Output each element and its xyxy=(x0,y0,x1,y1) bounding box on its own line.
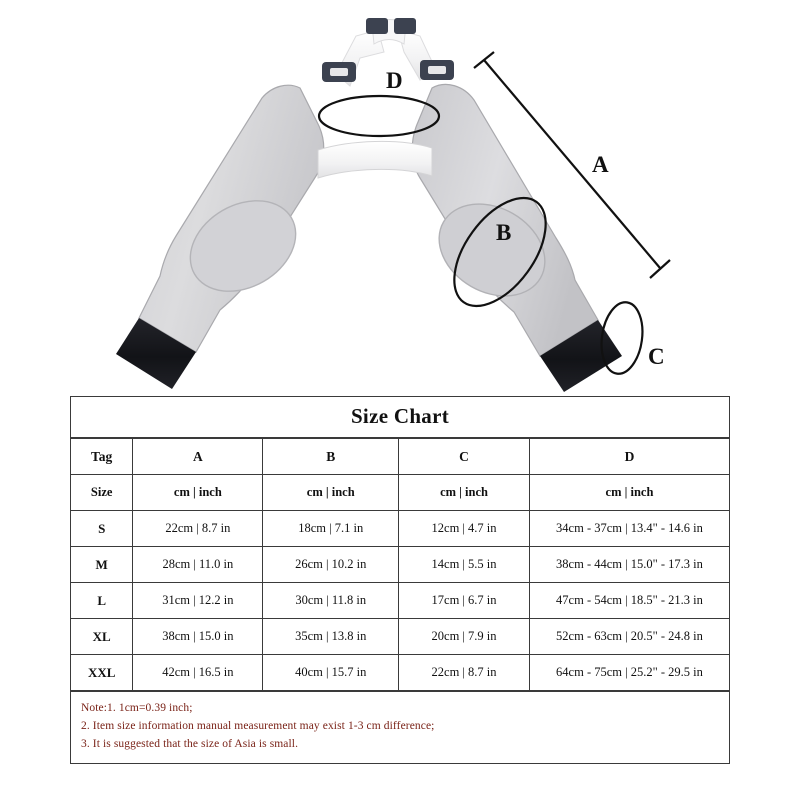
unit-d: cm | inch xyxy=(529,475,729,511)
table-row xyxy=(71,619,729,655)
cell-s-a: 22cm | 8.7 in xyxy=(133,511,263,547)
table-row xyxy=(71,583,729,619)
label-c: C xyxy=(648,344,665,369)
cell-s-b: 18cm | 7.1 in xyxy=(263,511,399,547)
table-unit-row xyxy=(71,475,729,511)
cell-xl-a: 38cm | 15.0 in xyxy=(133,619,263,655)
cell-l-c: 17cm | 6.7 in xyxy=(399,583,530,619)
label-d: D xyxy=(386,68,403,93)
right-sleeve xyxy=(412,84,622,392)
cell-xl-b: 35cm | 13.8 in xyxy=(263,619,399,655)
buckle-center-left xyxy=(366,18,388,34)
cell-xl-d: 52cm - 63cm | 20.5" - 24.8 in xyxy=(529,619,729,655)
buckle-center-right xyxy=(394,18,416,34)
row-size-xxl: XXL xyxy=(71,655,133,691)
chest-strap xyxy=(318,141,432,178)
chart-title: Size Chart xyxy=(71,397,729,438)
shoulder-brace-diagram xyxy=(0,0,800,396)
table-row xyxy=(71,547,729,583)
row-size-l: L xyxy=(71,583,133,619)
product-illustration xyxy=(0,0,800,396)
cell-l-a: 31cm | 12.2 in xyxy=(133,583,263,619)
cell-m-c: 14cm | 5.5 in xyxy=(399,547,530,583)
left-sleeve xyxy=(116,85,324,389)
cell-xl-c: 20cm | 7.9 in xyxy=(399,619,530,655)
table-row xyxy=(71,655,729,691)
notes-block xyxy=(71,691,729,763)
cell-l-b: 30cm | 11.8 in xyxy=(263,583,399,619)
label-b: B xyxy=(496,220,512,245)
unit-c: cm | inch xyxy=(399,475,530,511)
header-col-d: D xyxy=(529,439,729,475)
header-tag: Tag xyxy=(71,439,133,475)
cell-xxl-b: 40cm | 15.7 in xyxy=(263,655,399,691)
header-col-c: C xyxy=(399,439,530,475)
header-col-a: A xyxy=(133,439,263,475)
label-a: A xyxy=(592,152,609,177)
cell-xxl-a: 42cm | 16.5 in xyxy=(133,655,263,691)
table-row xyxy=(71,511,729,547)
cell-s-d: 34cm - 37cm | 13.4" - 14.6 in xyxy=(529,511,729,547)
row-size-m: M xyxy=(71,547,133,583)
unit-b: cm | inch xyxy=(263,475,399,511)
header-col-b: B xyxy=(263,439,399,475)
row-size-s: S xyxy=(71,511,133,547)
note-3: 3. It is suggested that the size of Asia is small. xyxy=(81,738,299,750)
cell-xxl-c: 22cm | 8.7 in xyxy=(399,655,530,691)
unit-a: cm | inch xyxy=(133,475,263,511)
cell-l-d: 47cm - 54cm | 18.5" - 21.3 in xyxy=(529,583,729,619)
cell-m-d: 38cm - 44cm | 15.0" - 17.3 in xyxy=(529,547,729,583)
note-2: 2. Item size information manual measurement may exist 1-3 cm difference; xyxy=(81,720,435,732)
size-table xyxy=(71,438,729,691)
note-1: Note:1. 1cm=0.39 inch; xyxy=(81,702,193,714)
table-header-row xyxy=(71,439,729,475)
cell-s-c: 12cm | 4.7 in xyxy=(399,511,530,547)
size-chart xyxy=(70,396,730,764)
header-size: Size xyxy=(71,475,133,511)
cell-m-b: 26cm | 10.2 in xyxy=(263,547,399,583)
cell-m-a: 28cm | 11.0 in xyxy=(133,547,263,583)
cell-xxl-d: 64cm - 75cm | 25.2" - 29.5 in xyxy=(529,655,729,691)
row-size-xl: XL xyxy=(71,619,133,655)
